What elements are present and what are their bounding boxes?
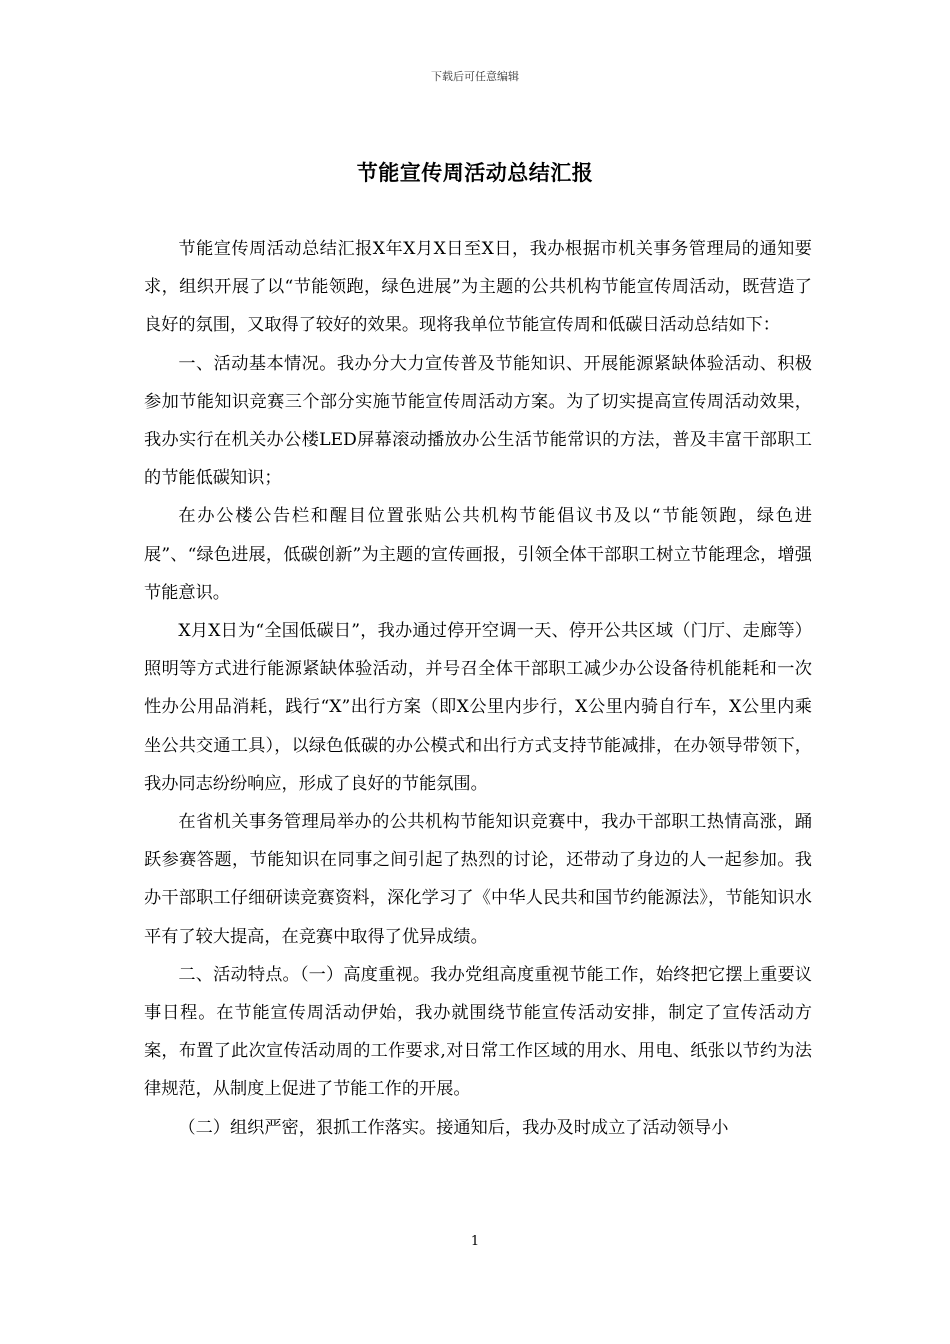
- paragraph-knowledge-contest: 在省机关事务管理局举办的公共机构节能知识竞赛中，我办干部职工热情高涨，踊跃参赛答题，节能知识在同事之间引起了热烈的讨论，还带动了身边的人一起参加。我办干部职工仔细研读竞赛资料，深化学习了《中华人民共和国节约能源法》，节能知识水平有了较大提高，在竞赛中取得了优异成绩。: [144, 812, 812, 947]
- document-body: [144, 230, 812, 1147]
- document-title: 节能宣传周活动总结汇报: [356, 161, 594, 185]
- paragraph-features: 二、活动特点。（一）高度重视。我办党组高度重视节能工作，始终把它摆上重要议事日程。在节能宣传周活动伊始，我办就围绕节能宣传活动安排，制定了宣传活动方案，布置了此次宣传活动周的工作要求,对日常工作区域的用水、用电、纸张以节约为法律规范，从制度上促进了节能工作的开展。: [144, 964, 812, 1100]
- paragraph-low-carbon-day: X月X日为“全国低碳日”，我办通过停开空调一天、停开公共区域（门厅、走廊等）照明等方式进行能源紧缺体验活动，并号召全体干部职工减少办公设备待机能耗和一次性办公用品消耗，践行“X”出行方案（即X公里内步行，X公里内骑自行车，X公里内乘坐公共交通工具），以绿色低碳的办公模式和出行方式支持节能减排，在办领导带领下，我办同志纷纷响应，形成了良好的节能氛围。: [144, 621, 812, 794]
- header-note: 下载后可任意编辑: [431, 70, 519, 83]
- paragraph-basic-situation: 一、活动基本情况。我办分大力宣传普及节能知识、开展能源紧缺体验活动、积极参加节能知识竞赛三个部分实施节能宣传周活动方案。为了切实提高宣传周活动效果，我办实行在机关办公楼LED屏幕滚动播放办公生活节能常识的方法，普及丰富干部职工的节能低碳知识；: [144, 353, 812, 489]
- paragraph-posters: 在办公楼公告栏和醒目位置张贴公共机构节能倡议书及以“节能领跑，绿色进展”、“绿色进展，低碳创新”为主题的宣传画报，引领全体干部职工树立节能理念，增强节能意识。: [144, 506, 812, 603]
- paragraph-organization: （二）组织严密，狠抓工作落实。接通知后，我办及时成立了活动领导小: [178, 1117, 729, 1138]
- paragraph-intro: 节能宣传周活动总结汇报X年X月X日至X日，我办根据市机关事务管理局的通知要求，组织开展了以“节能领跑，绿色进展”为主题的公共机构节能宣传周活动，既营造了良好的氛围，又取得了较好的效果。现将我单位节能宣传周和低碳日活动总结如下：: [144, 239, 812, 336]
- page-number: 1: [470, 1234, 480, 1249]
